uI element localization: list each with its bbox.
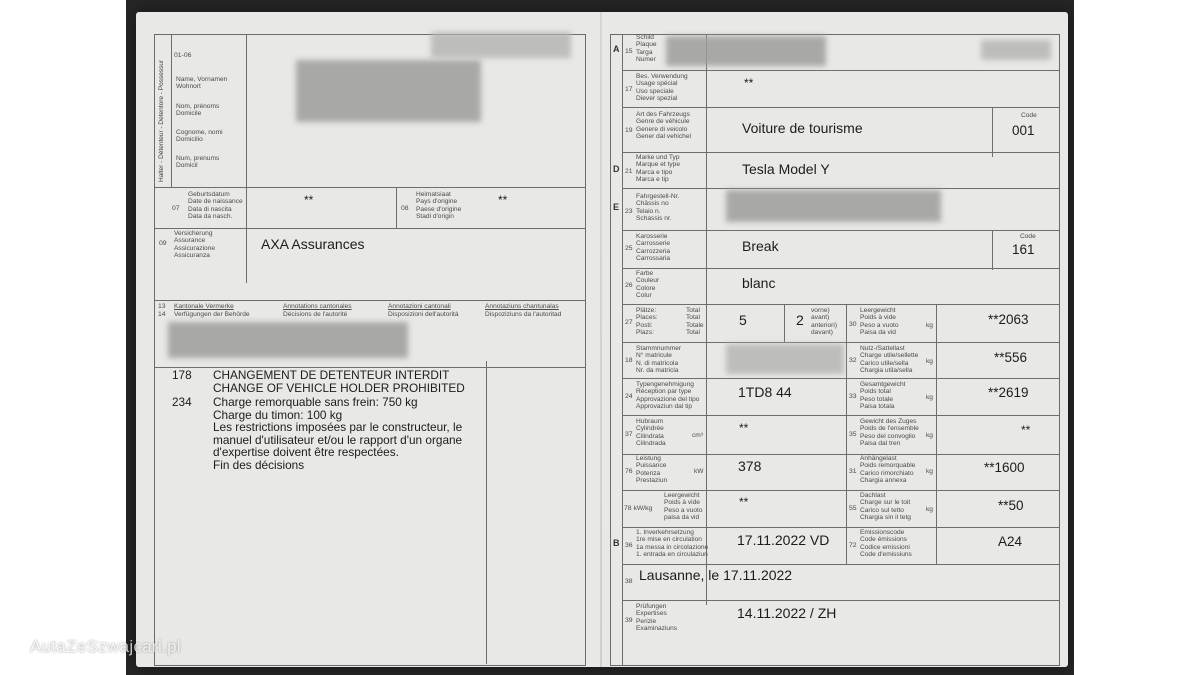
field-07: 07 xyxy=(172,205,180,212)
kg-unit-35: kg xyxy=(926,432,933,439)
authority-it: Disposizioni dell'autorità xyxy=(388,311,459,318)
roof-labels: Dachlast Charge sur le toit Carico sul tetto Chargia sin il tetg xyxy=(860,492,911,522)
field-23: 23 xyxy=(625,208,633,215)
holder-label-fr: Nom, prénoms Domicile xyxy=(176,103,220,118)
redacted-holder-top xyxy=(431,32,571,58)
letter-a: A xyxy=(613,44,620,54)
train-weight-value: ** xyxy=(1021,423,1031,437)
emission-labels: Emissionscode Code émissions Codice emissioni Code d'emissiuns xyxy=(860,529,912,559)
use-value: ** xyxy=(744,76,754,90)
field-35: 35 xyxy=(849,431,857,438)
field-27: 27 xyxy=(625,319,633,326)
cyl-labels: Hubraum Cylindrée Cilindrata Cilindrada xyxy=(636,418,666,448)
seat-total-labels: Total Total Totale Total xyxy=(686,307,704,337)
stamm-labels: Stammnummer N° matricule N. di matricola Nr. da matricla xyxy=(636,345,682,375)
letter-d: D xyxy=(613,164,620,174)
body-code: 161 xyxy=(1012,242,1035,257)
field-17: 17 xyxy=(625,86,633,93)
field-72: 72 xyxy=(849,542,857,549)
authority-rm: Dispoziziuns da l'autoritad xyxy=(485,311,562,318)
payload-value: **556 xyxy=(994,350,1028,365)
holder-vertical-label: Halter - Détenteur - Detentore - Possessur xyxy=(158,59,165,182)
first-registration-value: 17.11.2022 VD xyxy=(737,532,830,548)
field-39: 39 xyxy=(625,617,633,624)
front-labels: vorne) avant) anteriori) davant) xyxy=(811,307,838,337)
kind-code-label: Code xyxy=(1021,112,1037,119)
kw-unit: kW xyxy=(694,468,704,475)
trailer-load-value: **1600 xyxy=(984,460,1025,475)
field-25: 25 xyxy=(625,245,633,252)
exam-labels: Prüfungen Expertises Perizie Examinaziuns xyxy=(636,603,678,633)
field-19: 19 xyxy=(625,127,633,134)
make-labels: Marke und Typ Marque et type Marca e tipo Marca e tip xyxy=(636,154,680,184)
seat-labels: Plätze: Places: Posti: Plazs: xyxy=(636,307,658,337)
kwkg-labels: Leergewicht Poids à vide Peso a vuoto paisa da vid xyxy=(664,492,703,522)
origin-value: ** xyxy=(498,193,508,207)
holder-label-it: Cognome, nomi Domicilio xyxy=(176,129,223,144)
field-24: 24 xyxy=(625,393,633,400)
letter-e: E xyxy=(613,202,620,212)
redacted-cantonal xyxy=(168,322,408,358)
field-38: 38 xyxy=(625,578,633,585)
kind-labels: Art des Fahrzeugs Genre de véhicule Genere di veicolo Gener dal vehichel xyxy=(636,111,691,141)
front-seats-value: 2 xyxy=(796,312,804,328)
field-78: 78 kW/kg xyxy=(624,505,653,512)
note-178-text: CHANGEMENT DE DETENTEUR INTERDIT CHANGE OF VEHICLE HOLDER PROHIBITED xyxy=(213,368,465,395)
plate-labels: Schild Plaque Targa Numer xyxy=(636,34,657,64)
holder-label-de: Name, Vornamen Wohnort xyxy=(176,76,228,91)
letter-b: B xyxy=(613,538,620,548)
field-31: 31 xyxy=(849,468,857,475)
make-model-value: Tesla Model Y xyxy=(742,161,830,177)
field-36: 36 xyxy=(625,542,633,549)
note-178-code: 178 xyxy=(172,368,192,382)
field-18: 18 xyxy=(625,357,633,364)
field-76: 76 xyxy=(625,468,633,475)
total-weight-value: **2619 xyxy=(988,385,1029,400)
color-value: blanc xyxy=(742,275,776,291)
body-code-label: Code xyxy=(1020,233,1036,240)
train-weight-labels: Gewicht des Zuges Poids de l'ensemble Peso del convoglio Paisa dal tren xyxy=(860,418,919,448)
redacted-vin xyxy=(726,190,941,222)
kg-unit-31: kg xyxy=(926,468,933,475)
field-21: 21 xyxy=(625,168,633,175)
vehicle-kind-code: 001 xyxy=(1012,123,1035,138)
empty-weight-labels: Leergewicht Poids à vide Peso a vuoto Paisa da vid xyxy=(860,307,899,337)
roof-load-value: **50 xyxy=(998,498,1024,513)
body-labels: Karosserie Carrosserie Carrozzeria Carrossaria xyxy=(636,233,671,263)
body-value: Break xyxy=(742,238,779,254)
exam-value: 14.11.2022 / ZH xyxy=(737,605,837,621)
note-234-text: Charge remorquable sans frein: 750 kg Charge du timon: 100 kg Les restrictions imposées par le constructeur, le manuel d'utilisateur et/ou le rapport d'un organe d'expertise doivent être respectées. Fin des décisions xyxy=(213,395,463,472)
left-margin xyxy=(0,0,126,675)
kg-unit-30: kg xyxy=(926,322,933,329)
registration-document xyxy=(136,12,1068,667)
trailer-labels: Anhängelast Poids remorquable Carico rimorchiato Chargia annexa xyxy=(860,455,916,485)
authority-de: Verfügungen der Behörde xyxy=(174,311,250,318)
cantonal-rm: Annotaziuns chantunalas xyxy=(485,303,559,310)
redacted-plate xyxy=(666,36,826,66)
cantonal-it: Annotazioni cantonali xyxy=(388,303,451,310)
use-labels: Bes. Verwendung Usage spécial Uso speciale Diever spezial xyxy=(636,73,688,103)
field-13: 13 xyxy=(158,303,166,310)
total-weight-labels: Gesamtgewicht Poids total Peso totale Paisa totala xyxy=(860,381,906,411)
redacted-plate-right xyxy=(981,40,1051,60)
seats-value: 5 xyxy=(739,312,747,328)
watermark: AutaZeSzwajcari.pl xyxy=(30,637,181,656)
field-37: 37 xyxy=(625,431,633,438)
kwkg-value: ** xyxy=(739,495,749,509)
field-01-06: 01-06 xyxy=(174,52,192,59)
field-26: 26 xyxy=(625,282,633,289)
power-labels: Leistung Puissance Potenza Prestaziun xyxy=(636,455,668,485)
type-labels: Typengenehmigung Réception par type Approvazione del tipo Approvaziun dal tip xyxy=(636,381,700,411)
vin-labels: Fahrgestell-Nr. Châssis no Telaio n. Schassis nr. xyxy=(636,193,680,223)
origin-labels: Heimatsiaat Pays d'origine Paese d'origine Stadi d'origin xyxy=(416,191,462,221)
insurance-value: AXA Assurances xyxy=(261,236,365,252)
field-32: 32 xyxy=(849,357,857,364)
field-09: 09 xyxy=(159,240,167,247)
birth-labels: Geburtsdatum Date de naissance Data di nascita Data da nasch. xyxy=(188,191,243,221)
authority-fr: Décisions de l'autorité xyxy=(283,311,348,318)
field-55: 55 xyxy=(849,505,857,512)
insurance-labels: Versicherung Assurance Assicurazione Assicuranza xyxy=(174,230,216,260)
payload-labels: Nutz-/Sattellast Charge utile/sellette Carico utile/sella Chargia utila/sella xyxy=(860,345,919,375)
redacted-stamm xyxy=(726,344,844,374)
color-labels: Farbe Couleur Colore Colur xyxy=(636,270,660,300)
kg-unit-33: kg xyxy=(926,394,933,401)
note-234-code: 234 xyxy=(172,395,192,409)
emission-code-value: A24 xyxy=(998,534,1023,549)
birth-value: ** xyxy=(304,193,314,207)
right-margin xyxy=(1074,0,1200,675)
kg-unit-32: kg xyxy=(926,358,933,365)
place-date-value: Lausanne, le 17.11.2022 xyxy=(639,567,793,583)
redacted-holder-name xyxy=(296,60,481,122)
first-registration-labels: 1. Inverkehrsetzung 1re mise en circulation 1a messa in circolazione 1. entrada en circulaziun xyxy=(636,529,709,559)
field-14: 14 xyxy=(158,311,166,318)
type-approval-value: 1TD8 44 xyxy=(738,384,792,400)
power-value: 378 xyxy=(738,458,762,474)
field-30: 30 xyxy=(849,321,857,328)
holder-label-rm: Num, prenums Domicil xyxy=(176,155,220,170)
field-33: 33 xyxy=(849,393,857,400)
field-15: 15 xyxy=(625,48,633,55)
empty-weight-value: **2063 xyxy=(988,312,1029,327)
cylinder-value: ** xyxy=(739,421,749,435)
kg-unit-55: kg xyxy=(926,506,933,513)
cantonal-fr: Annotations cantonales xyxy=(283,303,352,310)
field-08: 08 xyxy=(401,205,409,212)
cantonal-de: Kantonale Vermerke xyxy=(174,303,234,310)
vehicle-kind-value: Voiture de tourisme xyxy=(742,120,863,136)
document-photo xyxy=(126,0,1074,675)
cm3-unit: cm³ xyxy=(692,432,703,439)
